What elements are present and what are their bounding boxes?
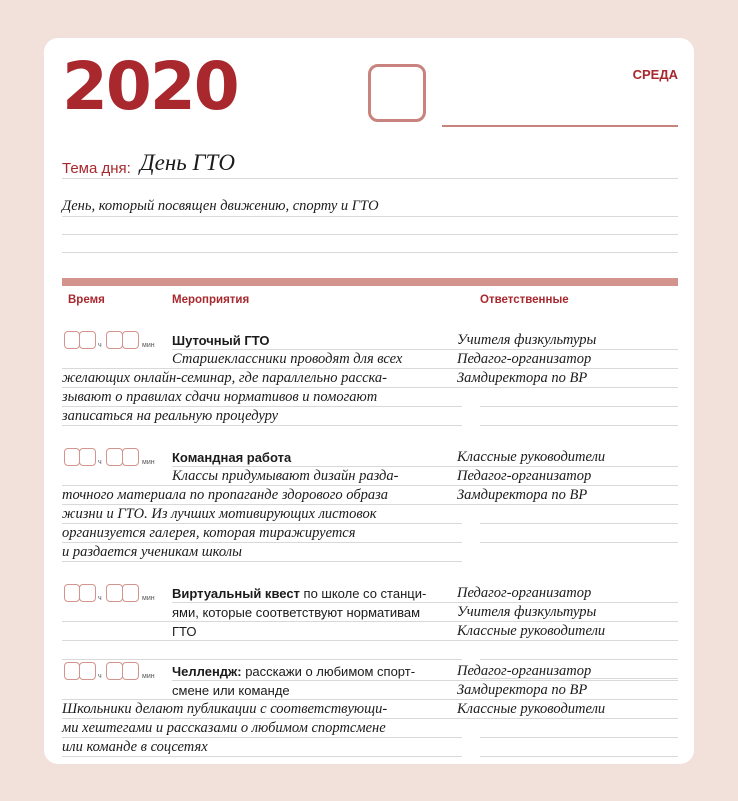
minutes-unit: мин xyxy=(142,459,155,466)
time-fields xyxy=(64,448,164,470)
hour-box-tens[interactable] xyxy=(64,662,80,680)
event-rule xyxy=(62,542,462,543)
responsible-rule xyxy=(457,680,678,681)
event-description-line: Старшеклассники проводят для всех xyxy=(172,351,403,367)
minutes-unit: мин xyxy=(142,673,155,680)
event-description-line: Классы придумывают дизайн разда- xyxy=(172,468,399,484)
time-fields xyxy=(64,584,164,606)
time-fields xyxy=(64,662,164,684)
event-rule xyxy=(62,718,462,719)
responsible-rule xyxy=(480,737,678,738)
event-rule xyxy=(62,699,462,700)
responsible-rule xyxy=(457,485,678,486)
minute-box-ones[interactable] xyxy=(122,448,139,466)
day-number-box[interactable] xyxy=(368,64,426,122)
minute-box-tens[interactable] xyxy=(106,331,123,349)
column-header-events: Мероприятия xyxy=(172,294,250,306)
responsible-rule xyxy=(457,387,678,388)
event-description-line: или команде в соцсетях xyxy=(62,739,208,755)
event-rule xyxy=(62,406,462,407)
minutes-unit: мин xyxy=(142,595,155,602)
responsible-rule xyxy=(480,659,678,660)
responsible-rule xyxy=(480,523,678,524)
event-rule xyxy=(62,368,462,369)
event-title: Командная работа xyxy=(172,450,292,465)
event-title: Челлендж: xyxy=(172,664,242,679)
topic-value: День ГТО xyxy=(140,150,235,175)
event-description-line: Школьники делают публикации с соответствующи- xyxy=(62,701,388,717)
event-description-line: записаться на реальную процедуру xyxy=(62,408,279,424)
event-title-line xyxy=(172,331,269,350)
event-rule xyxy=(62,561,462,562)
event-rule xyxy=(172,602,462,603)
responsible-person: Педагог-организатор xyxy=(457,351,592,367)
responsible-person: Замдиректора по ВР xyxy=(457,487,588,503)
column-header-time: Время xyxy=(68,294,105,306)
column-header-responsible: Ответственные xyxy=(480,294,569,306)
responsible-person: Педагог-организатор xyxy=(457,663,592,679)
responsible-rule xyxy=(480,406,678,407)
topic-description: День, который посвящен движению, спорту и ГТО xyxy=(62,198,379,214)
hours-unit: ч xyxy=(98,673,102,680)
event-description-line: ями, которые соответствуют нормативам xyxy=(172,605,421,620)
event-description-line: организуется галерея, которая тиражируется xyxy=(62,525,356,541)
responsible-person: Замдиректора по ВР xyxy=(457,682,588,698)
event-rule xyxy=(62,387,462,388)
minute-box-ones[interactable] xyxy=(122,331,139,349)
time-fields xyxy=(64,331,164,353)
event-rule xyxy=(62,621,462,622)
year: 2020 xyxy=(62,48,238,125)
responsible-rule xyxy=(457,368,678,369)
minutes-unit: мин xyxy=(142,342,155,349)
event-description-line: жизни и ГТО. Из лучших мотивирующих листовок xyxy=(62,506,377,522)
responsible-rule xyxy=(457,349,678,350)
minute-box-tens[interactable] xyxy=(106,584,123,602)
event-rule xyxy=(62,737,462,738)
responsible-person: Замдиректора по ВР xyxy=(457,370,588,386)
event-description-line: ГТО xyxy=(172,624,197,639)
date-write-line xyxy=(442,125,678,127)
event-description-line: и раздается ученикам школы xyxy=(62,544,242,560)
hour-box-ones[interactable] xyxy=(79,662,96,680)
responsible-rule xyxy=(457,718,678,719)
weekday: СРЕДА xyxy=(632,67,678,82)
event-title: Виртуальный квест xyxy=(172,586,300,601)
responsible-person: Классные руководители xyxy=(457,623,606,639)
responsible-rule xyxy=(457,504,678,505)
event-description-line: ми хештегами и рассказами о любимом спортсмене xyxy=(62,720,386,736)
event-description-line: желающих онлайн-семинар, где параллельно расска- xyxy=(62,370,388,386)
section-divider xyxy=(62,278,678,286)
event-rule xyxy=(62,523,462,524)
hour-box-tens[interactable] xyxy=(64,448,80,466)
responsible-rule xyxy=(457,602,678,603)
hour-box-ones[interactable] xyxy=(79,448,96,466)
notes-rule xyxy=(62,252,678,253)
hour-box-ones[interactable] xyxy=(79,584,96,602)
event-description-line: точного материала по пропаганде здорового образа xyxy=(62,487,389,503)
event-title-continuation: расскажи о любимом спорт- xyxy=(241,664,416,679)
minute-box-ones[interactable] xyxy=(122,662,139,680)
event-title-line xyxy=(172,448,291,467)
responsible-rule xyxy=(480,756,678,757)
event-description-line: зывают о правилах сдачи нормативов и помогают xyxy=(62,389,378,405)
event-rule xyxy=(62,425,462,426)
event-title-continuation: по школе со станци- xyxy=(299,586,427,601)
minute-box-tens[interactable] xyxy=(106,662,123,680)
responsible-person: Учителя физкультуры xyxy=(457,332,597,348)
event-title-line xyxy=(172,662,415,681)
event-block xyxy=(0,662,738,782)
hours-unit: ч xyxy=(98,459,102,466)
responsible-person: Педагог-организатор xyxy=(457,468,592,484)
event-rule xyxy=(172,680,462,681)
event-rule xyxy=(62,756,462,757)
notes-rule xyxy=(62,234,678,235)
event-rule xyxy=(62,640,462,641)
hours-unit: ч xyxy=(98,342,102,349)
minute-box-ones[interactable] xyxy=(122,584,139,602)
event-block xyxy=(0,448,738,568)
responsible-rule xyxy=(480,542,678,543)
topic-rule xyxy=(62,178,678,179)
event-title-line xyxy=(172,584,426,603)
responsible-rule xyxy=(480,425,678,426)
hour-box-tens[interactable] xyxy=(64,584,80,602)
hour-box-ones[interactable] xyxy=(79,331,96,349)
responsible-rule xyxy=(457,621,678,622)
responsible-rule xyxy=(457,466,678,467)
event-description-line: смене или команде xyxy=(172,683,290,698)
event-rule xyxy=(172,349,462,350)
event-rule xyxy=(62,485,462,486)
notes-rule xyxy=(62,216,678,217)
event-rule xyxy=(62,659,462,660)
event-rule xyxy=(172,466,462,467)
hour-box-tens[interactable] xyxy=(64,331,80,349)
hours-unit: ч xyxy=(98,595,102,602)
topic-label: Тема дня: xyxy=(62,160,131,177)
event-title: Шуточный ГТО xyxy=(172,333,270,348)
minute-box-tens[interactable] xyxy=(106,448,123,466)
responsible-person: Педагог-организатор xyxy=(457,585,592,601)
event-block xyxy=(0,331,738,451)
responsible-rule xyxy=(457,640,678,641)
responsible-person: Классные руководители xyxy=(457,449,606,465)
event-rule xyxy=(62,504,462,505)
responsible-person: Учителя физкультуры xyxy=(457,604,597,620)
responsible-rule xyxy=(457,699,678,700)
responsible-person: Классные руководители xyxy=(457,701,606,717)
